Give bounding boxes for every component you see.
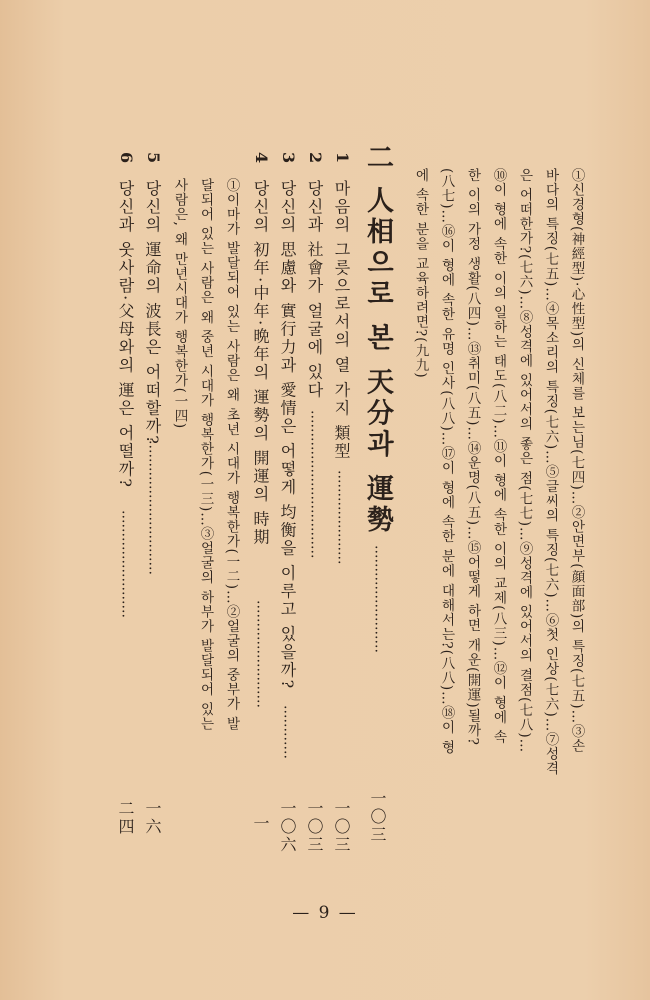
- entry-2-number: 2: [306, 152, 325, 165]
- intro-line-5: 한 이의 가정 생활(八四)…⑬취미(八五)…⑭운명(八五)…⑮어떻게 하면 개운(開運)될까?: [464, 168, 481, 746]
- entry-6-title: 당신과 웃사람·父母와의 運은 어떨까?: [116, 180, 135, 489]
- entry-6-page: 二四: [116, 800, 135, 836]
- chapter-number: 二: [362, 143, 393, 174]
- chapter-page: 一〇三: [368, 790, 387, 844]
- intro-line-2: 바다의 특징(七五)…④목소리의 특징(七六)…⑤글씨의 특징(七六)…⑥첫 인상(七六)…⑦성격: [542, 168, 559, 776]
- entry-5-number: 5: [144, 152, 163, 165]
- entry-4-title: 당신의 初年·中年·晩年의 運勢의 開運의 時期: [251, 180, 270, 547]
- entry-3-number: 3: [279, 152, 298, 165]
- entry-6-number: 6: [117, 152, 136, 165]
- intro-line-4: ⑩이 형에 속한 이의 일하는 태도(八二)…⑪이 형에 속한 이의 교제(八三)…⑫이 형에 속: [490, 168, 507, 745]
- entry-1-title: 마음의 그릇으로서의 열 가지 類型: [332, 180, 351, 461]
- entry-1-page: 一〇三: [332, 800, 351, 854]
- entry-1-leader: …………………: [334, 470, 351, 565]
- intro-line-1: ①신경형(神經型)·心性型)의 신체를 보는님(七四)…②안면부(顔面部)의 특징(七五)…③손: [568, 168, 585, 754]
- entry-4-sub-line-2: 달되어 있는 사람은 왜 중년 시대가 행복한가(一三)…③얼굴의 하부가 발달되어 있는: [197, 178, 214, 732]
- entry-2-leader: ……………………………: [307, 410, 324, 559]
- entry-2-title: 당신과 社會가 얼굴에 있다: [305, 180, 324, 400]
- entry-3-title: 당신의 思慮와 實行力과 愛情은 어떻게 均衡을 이루고 있을까?: [278, 180, 297, 691]
- entry-5-title: 당신의 運命의 波長은 어떠할까?: [143, 180, 162, 446]
- intro-line-3: 은 어떠한가?(七六)…⑧성격에 있어서의 좋은 점(七七)…⑨성격에 있어서의 결점(七八)…: [516, 168, 533, 754]
- entry-4-page: 一: [251, 815, 270, 833]
- entry-4-sub-line-3: 사람은, 왜 만년시대가 행복한가(一四): [171, 178, 188, 430]
- entry-4-sub-line-1: ①이마가 발달되어 있는 사람은 왜 초년 시대가 행복한가(一二)…②얼굴의 중부가 발: [223, 178, 240, 732]
- entry-3-leader: …………: [280, 705, 297, 759]
- entry-2-page: 一〇三: [305, 800, 324, 854]
- entry-6-leader: ……………………: [118, 510, 135, 618]
- entry-4-leader: ……………………: [253, 600, 270, 708]
- intro-line-7: 에 속한 분을 교육하려면?(九九): [412, 168, 429, 379]
- entry-4-number: 4: [252, 152, 271, 165]
- entry-1-number: 1: [333, 152, 352, 165]
- chapter-title: 人相으로 본 天分과 運勢: [362, 186, 393, 537]
- entry-5-leader: …………………………: [145, 440, 162, 575]
- chapter-leader: ……………………: [371, 545, 388, 653]
- page-number: — 9 —: [292, 903, 358, 923]
- entry-3-page: 一〇六: [278, 800, 297, 854]
- entry-5-page: 一六: [143, 800, 162, 836]
- intro-line-6: (八七)…⑯이 형에 속한 유명 인사(八八)…⑰이 형에 속한 분에 대해서는?(八八)…⑱이 형: [438, 168, 455, 755]
